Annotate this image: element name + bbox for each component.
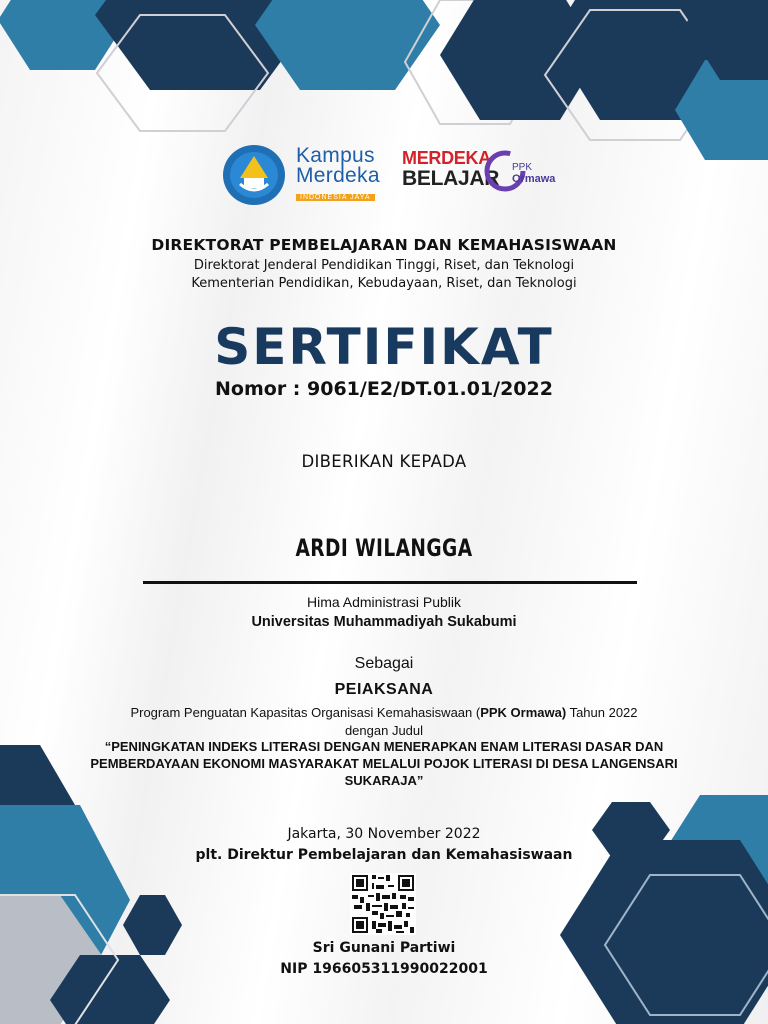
recipient-name: ARDI WILANGGA <box>295 534 473 562</box>
program-suffix: Tahun 2022 <box>566 705 638 720</box>
ppk-ormawa-logo <box>512 162 555 185</box>
program-prefix: Program Penguatan Kapasitas Organisasi Kemahasiswaan ( <box>130 705 481 720</box>
kampus-tagline: INDONESIA JAYA <box>296 194 375 201</box>
logo-row <box>0 140 768 210</box>
certificate-number: Nomor : 9061/E2/DT.01.01/2022 <box>215 378 553 400</box>
merdeka-belajar-bottom: BELAJAR <box>402 167 500 190</box>
as-label: Sebagai <box>354 655 414 672</box>
ppk-text: PPK <box>512 162 533 173</box>
name-underline <box>143 581 637 584</box>
place-date: Jakarta, 30 November 2022 <box>287 826 481 842</box>
signer-name: Sri Gunani Partiwi <box>312 940 456 956</box>
directorate-subtitle-1: Direktorat Jenderal Pendidikan Tinggi, Riset, dan Teknologi <box>193 258 575 273</box>
hexagon-bottom-right-navy <box>560 840 768 1024</box>
recipient-organization: Hima Administrasi Publik <box>306 594 462 610</box>
directorate-title: DIREKTORAT PEMBELAJARAN DAN KEMAHASISWAAN <box>151 236 617 254</box>
recipient-university: Universitas Muhammadiyah Sukabumi <box>251 614 517 630</box>
certificate-title: SERTIFIKAT <box>214 318 554 376</box>
ormawa-text: Ormawa <box>512 173 556 185</box>
given-to-label: DIBERIKAN KEPADA <box>301 452 467 471</box>
directorate-subtitle-2: Kementerian Pendidikan, Kebudayaan, Riset, dan Teknologi <box>191 276 577 291</box>
qr-code <box>350 873 416 935</box>
with-title-label: dengan Judul <box>344 723 424 738</box>
kampus-merdeka-logo <box>296 146 396 200</box>
program-name-bold: PPK Ormawa) <box>480 705 567 720</box>
program-line <box>0 705 768 720</box>
kampus-text: Kampus <box>296 144 375 167</box>
signer-nip: NIP 196605311990022001 <box>280 961 488 977</box>
merdeka-text: Merdeka <box>296 164 380 187</box>
signer-position: plt. Direktur Pembelajaran dan Kemahasiswaan <box>195 847 573 863</box>
tut-wuri-handayani-logo <box>222 144 286 206</box>
activity-title: “PENINGKATAN INDEKS LITERASI DENGAN MENERAPKAN ENAM LITERASI DASAR DAN PEMBERDAYAAN EKONOMI MASYARAKAT MELALUI POJOK LITERASI DI DESA LANGENSARI SUKARAJA” <box>90 739 678 788</box>
merdeka-belajar-top: MERDEKA <box>402 148 491 168</box>
merdeka-belajar-logo <box>402 148 500 200</box>
recipient-role: PEIAKSANA <box>334 681 434 698</box>
